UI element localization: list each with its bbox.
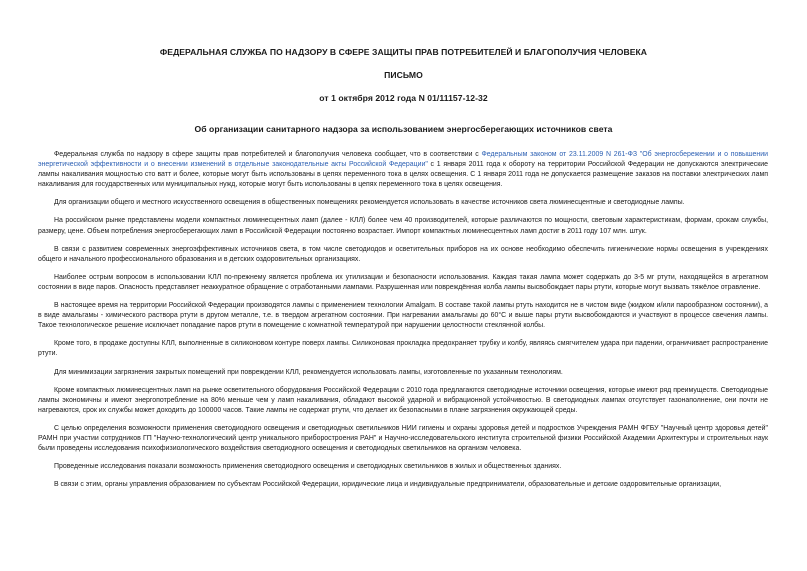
paragraph-text: Федеральная служба по надзору в сфере защиты прав потребителей и благополучия человека сообщает, что в соответствии с [54,151,482,158]
paragraph: В связи с этим, органы управления образованием по субъектам Российской Федерации, юридические лица и индивидуальные предприниматели, образовательные и детские оздоровительные организации, [54,481,722,489]
paragraph: Для организации общего и местного искусственного освещения в общественных помещениях рекомендуется использовать в качестве источников света люминесцентные и светодиодные лампы. [54,199,685,207]
paragraph: На российском рынке представлены модели компактных люминесцентных ламп (далее - КЛЛ) более чем 40 производителей, которые различаются по мощности, световым характеристикам, формам, срокам службы, размеру, цене. Объем потребления энергосберегающих ламп в Российской Федерации постоянно возрастает. Импорт компактных люминесцентных ламп достиг в 2011 году 107 млн. штук. [38,217,768,235]
paragraph: Кроме компактных люминесцентных ламп на рынке осветительного оборудования Российской Федерации с 2010 года предлагаются светодиодные источники освещения, которые имеют ряд преимуществ. Светодиодные лампы экономичны и имеют энергопотребление на 80% меньше чем у ламп накаливания, обладают высокой ударной и вибрационной устойчивостью. В светодиодных лампах отсутствует газонаполнение, они почти не нагреваются, срок их службы может доходить до 100000 часов. Такие лампы не содержат ртути, что делает их безопасными в плане загрязнения окружающей среды. [38,386,768,414]
paragraph: Для минимизации загрязнения закрытых помещений при повреждении КЛЛ, рекомендуется использовать лампы, изготовленные по указанным технологиям. [54,368,563,376]
paragraph: В настоящее время на территории Российской Федерации производятся лампы с применением технологии Amalgam. В составе такой лампы ртуть находится не в чистом виде (жидком и/или парообразном состоянии), а в виде амальгамы - химического раствора ртути в другом металле, т.е. в твердом агрегатном состоянии. При нагревании амальгамы до 60°C и выше пары ртути высвобождаются и участвуют в процессе свечения лампы. Такое технологическое решение исключает попадание паров ртути в помещение с комнатной температурой при нарушении целостности стеклянной колбы. [38,302,768,330]
paragraph: Наиболее острым вопросом в использовании КЛЛ по-прежнему является проблема их утилизации и безопасности использования. Каждая такая лампа может содержать до 3-5 мг ртути, находящейся в агрегатном состоянии в виде паров. Опасность представляет неаккуратное обращение с отработанными лампами. Разрушенная или повреждённая колба лампы высвобождает пары ртути, которые могут вызвать тяжёлое отравление. [38,273,768,291]
agency-title: ФЕДЕРАЛЬНАЯ СЛУЖБА ПО НАДЗОРУ В СФЕРЕ ЗАЩИТЫ ПРАВ ПОТРЕБИТЕЛЕЙ И БЛАГОПОЛУЧИЯ ЧЕЛОВЕКА [159,47,648,57]
paragraph: В связи с развитием современных энергоэффективных источников света, в том числе светодиодов и осветительных приборов на их основе необходимо обеспечить гигиенические нормы освещения в учреждениях общего и начального профессионального образования и в детских оздоровительных организациях. [38,245,768,263]
paragraph [38,150,768,190]
federal-law-link[interactable]: Федеральным законом от 23.11.2009 N 261-ФЗ "Об энергосбережении и о повышении энергетической эффективности и о внесении изменений в отдельные законодательные акты Российской Федерации" [38,151,768,169]
paragraph: Кроме того, в продаже доступны КЛЛ, выполненные в силиконовом контуре поверх лампы. Силиконовая прокладка предохраняет трубку и колбу, являясь смягчителем удара при падении, ограничивает распространение ртути. [38,340,768,358]
document-date-number: от 1 октября 2012 года N 01/11157-12-32 [319,93,488,103]
document-body [38,150,768,498]
paragraph-text: с 1 января 2011 года к обороту на территории Российской Федерации не допускаются электрические лампы накаливания мощностью сто ватт и более, которые могут быть использованы в цепях переменного тока в целях освещения. С 1 января 2011 года не допускается размещение заказов на поставки электрических ламп накаливания для государственных или муниципальных нужд, которые могут быть использованы в цепях переменного тока в целях освещения. [38,161,768,189]
document-type: ПИСЬМО [384,70,423,80]
document-subject: Об организации санитарного надзора за использованием энергосберегающих источников света [194,124,613,134]
paragraph: Проведенные исследования показали возможность применения светодиодного освещения и светодиодных светильников в жилых и общественных зданиях. [54,463,562,471]
paragraph: С целью определения возможности применения светодиодного освещения и светодиодных светильников НИИ гигиены и охраны здоровья детей и подростков Учреждения РАМН ФГБУ "Научный центр здоровья детей" РАМН при участии сотрудников ГП "Научно-технологический центр уникального приборостроения РАН" и Научно-исследовательского института строительной физики Российской Академии Архитектуры и строительных наук были проведены исследования психофизиологического воздействия светодиодного освещения и светодиодных светильников на организм человека. [38,424,768,453]
